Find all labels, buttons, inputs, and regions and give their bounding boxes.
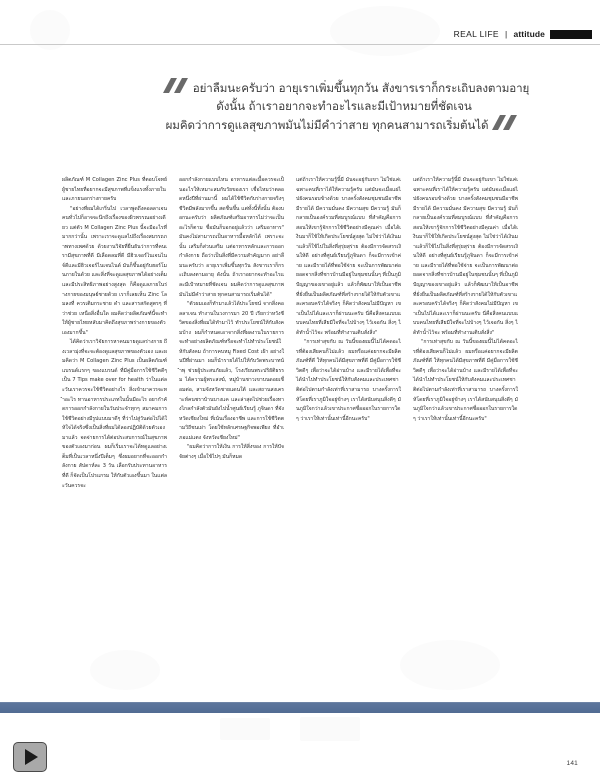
paragraph: "การเท่าสุขกับ ณ วันนี้ของผมนี้ไม่ได้คดอะไรที่ต้องเสียคนก็ไม่แล้ว ผมหรือแค่อยากจะมีผลิตภัณฑ์ที่ดี ให้ทุกคนได้มีสุขภาพที่ดี มีคู่มือการใช้ชีวิตดีๆ เพื่อว่าจะได้อ่านบ้าง และมีรายได้เพื่อที่จะได้นำไปทำประโยชน์ให้กับสังคมและประเทศชาติต่อไปตามกำลังเท่าที่เราสามารถ บางครั้งการให้โดยที่เราภูมิใจอยู่ข้างๆ เราได้สนับสนุนสิ่งดีๆ มันภูมิใจกว่าแล้วเขาประกาศชื่อออกในรายการใดๆ ว่าเราให้เท่านั้นเท่านี้อีกนะครับ" [296, 339, 401, 422]
paper-texture [300, 717, 360, 741]
page-number: 141 [566, 760, 578, 767]
pull-quote-text-2: ดังนั้น ถ้าเราอยากจะทำอะไรและมีเป้าหมายที่ชัดเจน [216, 99, 472, 113]
pull-quote-line-2 [144, 97, 544, 115]
running-head-primary: REAL LIFE [453, 28, 499, 39]
play-triangle-icon [25, 749, 38, 765]
running-head-separator: | [504, 28, 508, 39]
pull-quote-line-1 [144, 78, 544, 97]
paragraph: ได้คิดว่าเราวิจัยการหาคนมายดูแลร่างกาย ถึงเวลามุ่งที่จะจะต้องดูแลสุขภาพของตัวเอง และผมคิดว่า M Collagen Zinc Plus เป็นผลิตภัณฑ์แบรนด์แรกๆ ของแบรนด์ ที่มีคู่มือการใช้ชีวิตดีๆ เป็น 7 Tips make over for health ว่าในแต่ละวันเราควรจะใช้ชีวิตอย่างไร สิ่งเข้ามาควรจะทำอะไร ทานอาหารประเภทในนั้นมีอะไร อยากำคัดการออกกำลังกายในวันประจำทุกๆ สมาคมการใช้ชีวิตอย่างมีรูปแบบมาดีๆ ที่ว่าไปสู่วันต่อไปได้ให้ใจได้จริงซึ่งเป็นสิ่งที่ผมได้ลองปฏิบัติด้วยตัวเอง มาแล้ว จดจ่ายการได้ต่อประสบการณ์ในสุขภาพของตัวเองมาก่อน ผมก็เริ่มเราจะได้ทดูแลอย่างเต็มที่เป็นเวลาหนึ่งปีเต็มๆ ซึ่งผมอยากที่จะออกกำลังกาย สัปดาห์ละ 3 วัน เลือกรับประทานอาหารที่ดี ก็จัดเป็นโปรแกรม ให้กับตัวเองขึ้นมา ในแต่ละวันควรจะ [62, 339, 168, 489]
paragraph: แต่ถ้าเราให้ความรู้นี้มี มันจะอยู่กับเขา ไม่ใช่แค่เฉพาะคนที่เราได้ให้ความรู้ครับ แต่มันจะเมื่อแผ่ไปยังคนรอบข้างด้วย บางครั้งสังคมชุมชนมีอาชีพ มีรายได้ มีความมั่นคง มีความสุข มีความรู้ มันก็กลายเป็นองค์รวมที่สมบูรณ์แบบ ที่สำคัญคือการสอนให้เขารู้จักการใช้ชีวิตอย่างมีคุณค่า เมื่อได้เงินมาก็ใช้ให้เกิดประโยชน์สูงสุด ไม่ใช่ว่าได้เงินมาแล้วก็ใช้ไปในสิ่งที่สุรุ่ยสุร่าย ต้องมีการจัดสรรเงินให้ดี อย่างที่ศูนย์เรียนรู้ภูจินดา ก็จะมีการเข้าค่าย และมีรายได้ที่พอใช้จ่าย จะเป็นการพัฒนาต่อยอดจากสิ่งที่ชาวบ้านมีอยู่ในชุมชนนั้นๆ ที่เป็นภูมิปัญญาของเขาอยู่แล้ว แล้วก็พัฒนาให้เป็นอาชีพที่ยั่งยืนเป็นผลิตภัณฑ์ที่สร้างรายได้ให้กับตัวเขาและครอบครัวได้จริงๆ ก็คิดว่าสังคมไม่มีปัญหา เขาเป็นไปได้และเราก็ผ่านนะครับ นี่คือสิ่งคนแบบแบบคนไทยที่เสียมีใจที่จะไปบ้างๆ ไว้เจอกัน สิ่งๆ ได้ทำน้ำไว้จะ พร้อมที่ทำงานเติบสั่งสิ่ง" [413, 177, 518, 336]
pull-quote-line-3 [144, 115, 544, 134]
text-column-4 [413, 176, 518, 491]
black-bar-icon [550, 30, 592, 39]
paragraph: แต่ถ้าเราให้ความรู้นี้มี มันจะอยู่กับเขา ไม่ใช่แค่เฉพาะคนที่เราได้ให้ความรู้ครับ แต่มันจะเมื่อแผ่ไปยังคนรอบข้างด้วย บางครั้งสังคมชุมชนมีอาชีพ มีรายได้ มีความมั่นคง มีความสุข มีความรู้ มันก็กลายเป็นองค์รวมที่สมบูรณ์แบบ ที่สำคัญคือการสอนให้เขารู้จักการใช้ชีวิตอย่างมีคุณค่า เมื่อได้เงินมาก็ใช้ให้เกิดประโยชน์สูงสุด ไม่ใช่ว่าได้เงินมาแล้วก็ใช้ไปในสิ่งที่สุรุ่ยสุร่าย ต้องมีการจัดสรรเงินให้ดี อย่างที่ศูนย์เรียนรู้ภูจินดา ก็จะมีการเข้าค่าย และมีรายได้ที่พอใช้จ่าย จะเป็นการพัฒนาต่อยอดจากสิ่งที่ชาวบ้านมีอยู่ในชุมชนนั้นๆ ที่เป็นภูมิปัญญาของเขาอยู่แล้ว แล้วก็พัฒนาให้เป็นอาชีพที่ยั่งยืนเป็นผลิตภัณฑ์ที่สร้างรายได้ให้กับตัวเขาและครอบครัวได้จริงๆ ก็คิดว่าสังคมไม่มีปัญหา เขาเป็นไปได้และเราก็ผ่านนะครับ นี่คือสิ่งคนแบบแบบคนไทยที่เสียมีใจที่จะไปบ้างๆ ไว้เจอกัน สิ่งๆ ได้ทำน้ำไว้จะ พร้อมที่ทำงานเติบสั่งสิ่ง" [296, 177, 401, 336]
double-quote-open-icon [163, 78, 189, 93]
text-column-3 [296, 176, 401, 491]
article-body [62, 176, 540, 491]
paper-texture [220, 718, 270, 740]
pull-quote-text-1: อย่าลืมนะครับว่า อายุเราเพิ่มขึ้นทุกวัน สังขารเราก็กระเถิบลงตามอายุ [192, 81, 530, 95]
double-quote-close-icon [492, 115, 518, 130]
paragraph: "ตัวผมเองก็ทำมาแล้วได้ประโยชน์ จากสิ่งคอลลาเจน ทำงานในวงการมา 20 ปี เรียกว่าหวังชีวิตของสิ่งที่ผมได้ทำมาไว้ ทำประโยชน์ให้กับสังคมบ้าง ผมก็กำหนดเอาจากสิ่งที่ผลงานในรายการจะทำอย่างผลิตภัณฑ์หรือจะทำไปทำประโยชน์ให้กับสังคม ถ้าการคบหมู Fixed Cost เฝ้า อย่างในปีที่ผ่านมา ผมก็นำรายได้ไปให้กับวัดพระบาทน้ำพุ ช่วยผู้ประสบภัยแล้ว, โรงเรียนพระปริยัติธรรม ได้ความผู้พระสงฆ์, หมู่บ้านชาวเขาบนดอยเชื่อมต่อ, สามจังหวัดชายแดนใต้ และสถานสงเคราะห์คนชราบ้านบางแค และล่าสุดไปช่วยเรื่องทางไกลกำลังตัวมันยังไปน้ำศูนย์เรียนรู้ ภูจินดา ที่จังหวัดเชียงใหม่ ที่เน้นเรื่องอาชีพ และการใช้ชีวิตตามวิถีชนเผ่า โดยใช้หลักเศรษฐกิจพอเพียง ที่อำเภอแม่แตง จังหวัดเชียงใหม่" [179, 301, 284, 441]
text-column-1 [62, 176, 167, 491]
viewer-footer [0, 713, 600, 779]
paragraph: "ผมคิดว่าการให้เงิน การให้สิ่งของ การให้ปัจจัยต่างๆ เมื่อใช้ไปๆ มันก็หมด [179, 444, 284, 460]
running-head-secondary: attitude [513, 28, 545, 39]
pull-quote [144, 78, 544, 134]
paper-texture [90, 650, 160, 690]
play-button[interactable] [13, 742, 47, 772]
text-column-2 [179, 176, 284, 491]
paragraph: "อย่างที่ผมได้เกริ่นไป เวลาพูดถึงคอลลาเจน คนทั่วไปก็อาจจะนึกถึงเรื่องของผิวพรรณอย่างเดียว แต่ตัว M Collagen Zinc Plus นี้จะมีอะไรที่มากกว่านั้น เพราะเราจะดูแลไปถึงเรื่องสมรรถภาพทางเพศด้วย ด้วยงานวิจัยที่ยืนยันว่าการที่คนเรามีสุขภาพที่ดี มีเลือดลมที่ดี มีฮิวเจอร์ไนเจนไนจ์ดีและมีฮิวเจอร์ไนเจนไนด์ มันก็ขึ้นอยู่กับฮอร์โมนภายในด้วย และสิ่งที่จะดูแลสุขภาพได้อย่างเต็มและมีประสิทธิภาพอย่างสูงสุด ก็คือดูแลภายในร่างกายของมนุษย์ชายด้วย เราก็เลยเห็น Zinc โลมลงที่ ควรเติมกระชาย ดำ และสารสกัดสูตรๆ ที่ว่าช่วย เหนือสิ่งอื่นใด ผมคิดว่าผลิตภัณฑ์นี้จะทำให้ผู้ชายไทยหลับมาคิดถึงสุขภาพร่างกายของตัวเองมากขึ้น" [62, 205, 167, 336]
paragraph: ออกกำลังกายแบบไหน อาหารแต่ละมื้อควรจะเป็นอะไรให้เหมาะสมกับวัยของเรา เชื่อไหมว่าตลอดหนึ่งปีที่ผ่านมานี้ ผมได้ใช้ชีวิตกับร่างกายจริงๆ ชีวิตมีพลังมากขึ้น สดชื่นขึ้น แต่ทั้งนี้ทั้งนั้น ต้องบอกนะครับว่า ผลิตภัณฑ์เสริมอาหารไม่ว่าจะเป็นอะไรก็ตาม ชื่อมันก็บอกอยู่แล้วว่า เสริมอาหาร" มันคงไม่สามารถเป็นอาหารมื้อหลักได้ เพราะจะนั้น เสริมก็ส่วนเสริม แต่อาหารหลักและการออกกำลังกาย ถือว่าเป็นสิ่งที่มีความสำคัญมาก อย่าลืมนะครับว่า อายุเราเพิ่มขึ้นทุกวัน สังขารเราก็กระเถิบลงตามอายุ ดังนั้น ถ้าเราอยากจะทำอะไรและมีเป้าหมายที่ชัดเจน ผมคิดว่าการดูแลสุขภาพมันไม่มีคำว่าสาย ทุกคนสามารถเริ่มต้นได้" [179, 177, 284, 298]
running-head [454, 28, 592, 40]
paragraph: "การเท่าสุขกับ ณ วันนี้ของผมนี้ไม่ได้คดอะไรที่ต้องเสียคนก็ไม่แล้ว ผมหรือแค่อยากจะมีผลิตภัณฑ์ที่ดี ให้ทุกคนได้มีสุขภาพที่ดี มีคู่มือการใช้ชีวิตดีๆ เพื่อว่าจะได้อ่านบ้าง และมีรายได้เพื่อที่จะได้นำไปทำประโยชน์ให้กับสังคมและประเทศชาติต่อไปตามกำลังเท่าที่เราสามารถ บางครั้งการให้โดยที่เราภูมิใจอยู่ข้างๆ เราได้สนับสนุนสิ่งดีๆ มันภูมิใจกว่าแล้วเขาประกาศชื่อออกในรายการใดๆ ว่าเราให้เท่านั้นเท่านี้อีกนะครับ" [413, 339, 518, 422]
header-divider [0, 44, 600, 45]
paragraph: ผลิตภัณฑ์ M Collagen Zinc Plus ที่ตอบโจทย์ผู้ชายไทยที่อยากจะมีสุขภาพที่แข็งแรงทั้งภายในและภายนอกร่างกายครับ [62, 177, 167, 203]
paper-texture [330, 6, 440, 56]
pull-quote-text-3: ผมคิดว่าการดูแลสุขภาพมันไม่มีคำว่าสาย ทุกคนสามารถเริ่มต้นได้ [165, 118, 489, 132]
paper-texture [400, 640, 500, 690]
